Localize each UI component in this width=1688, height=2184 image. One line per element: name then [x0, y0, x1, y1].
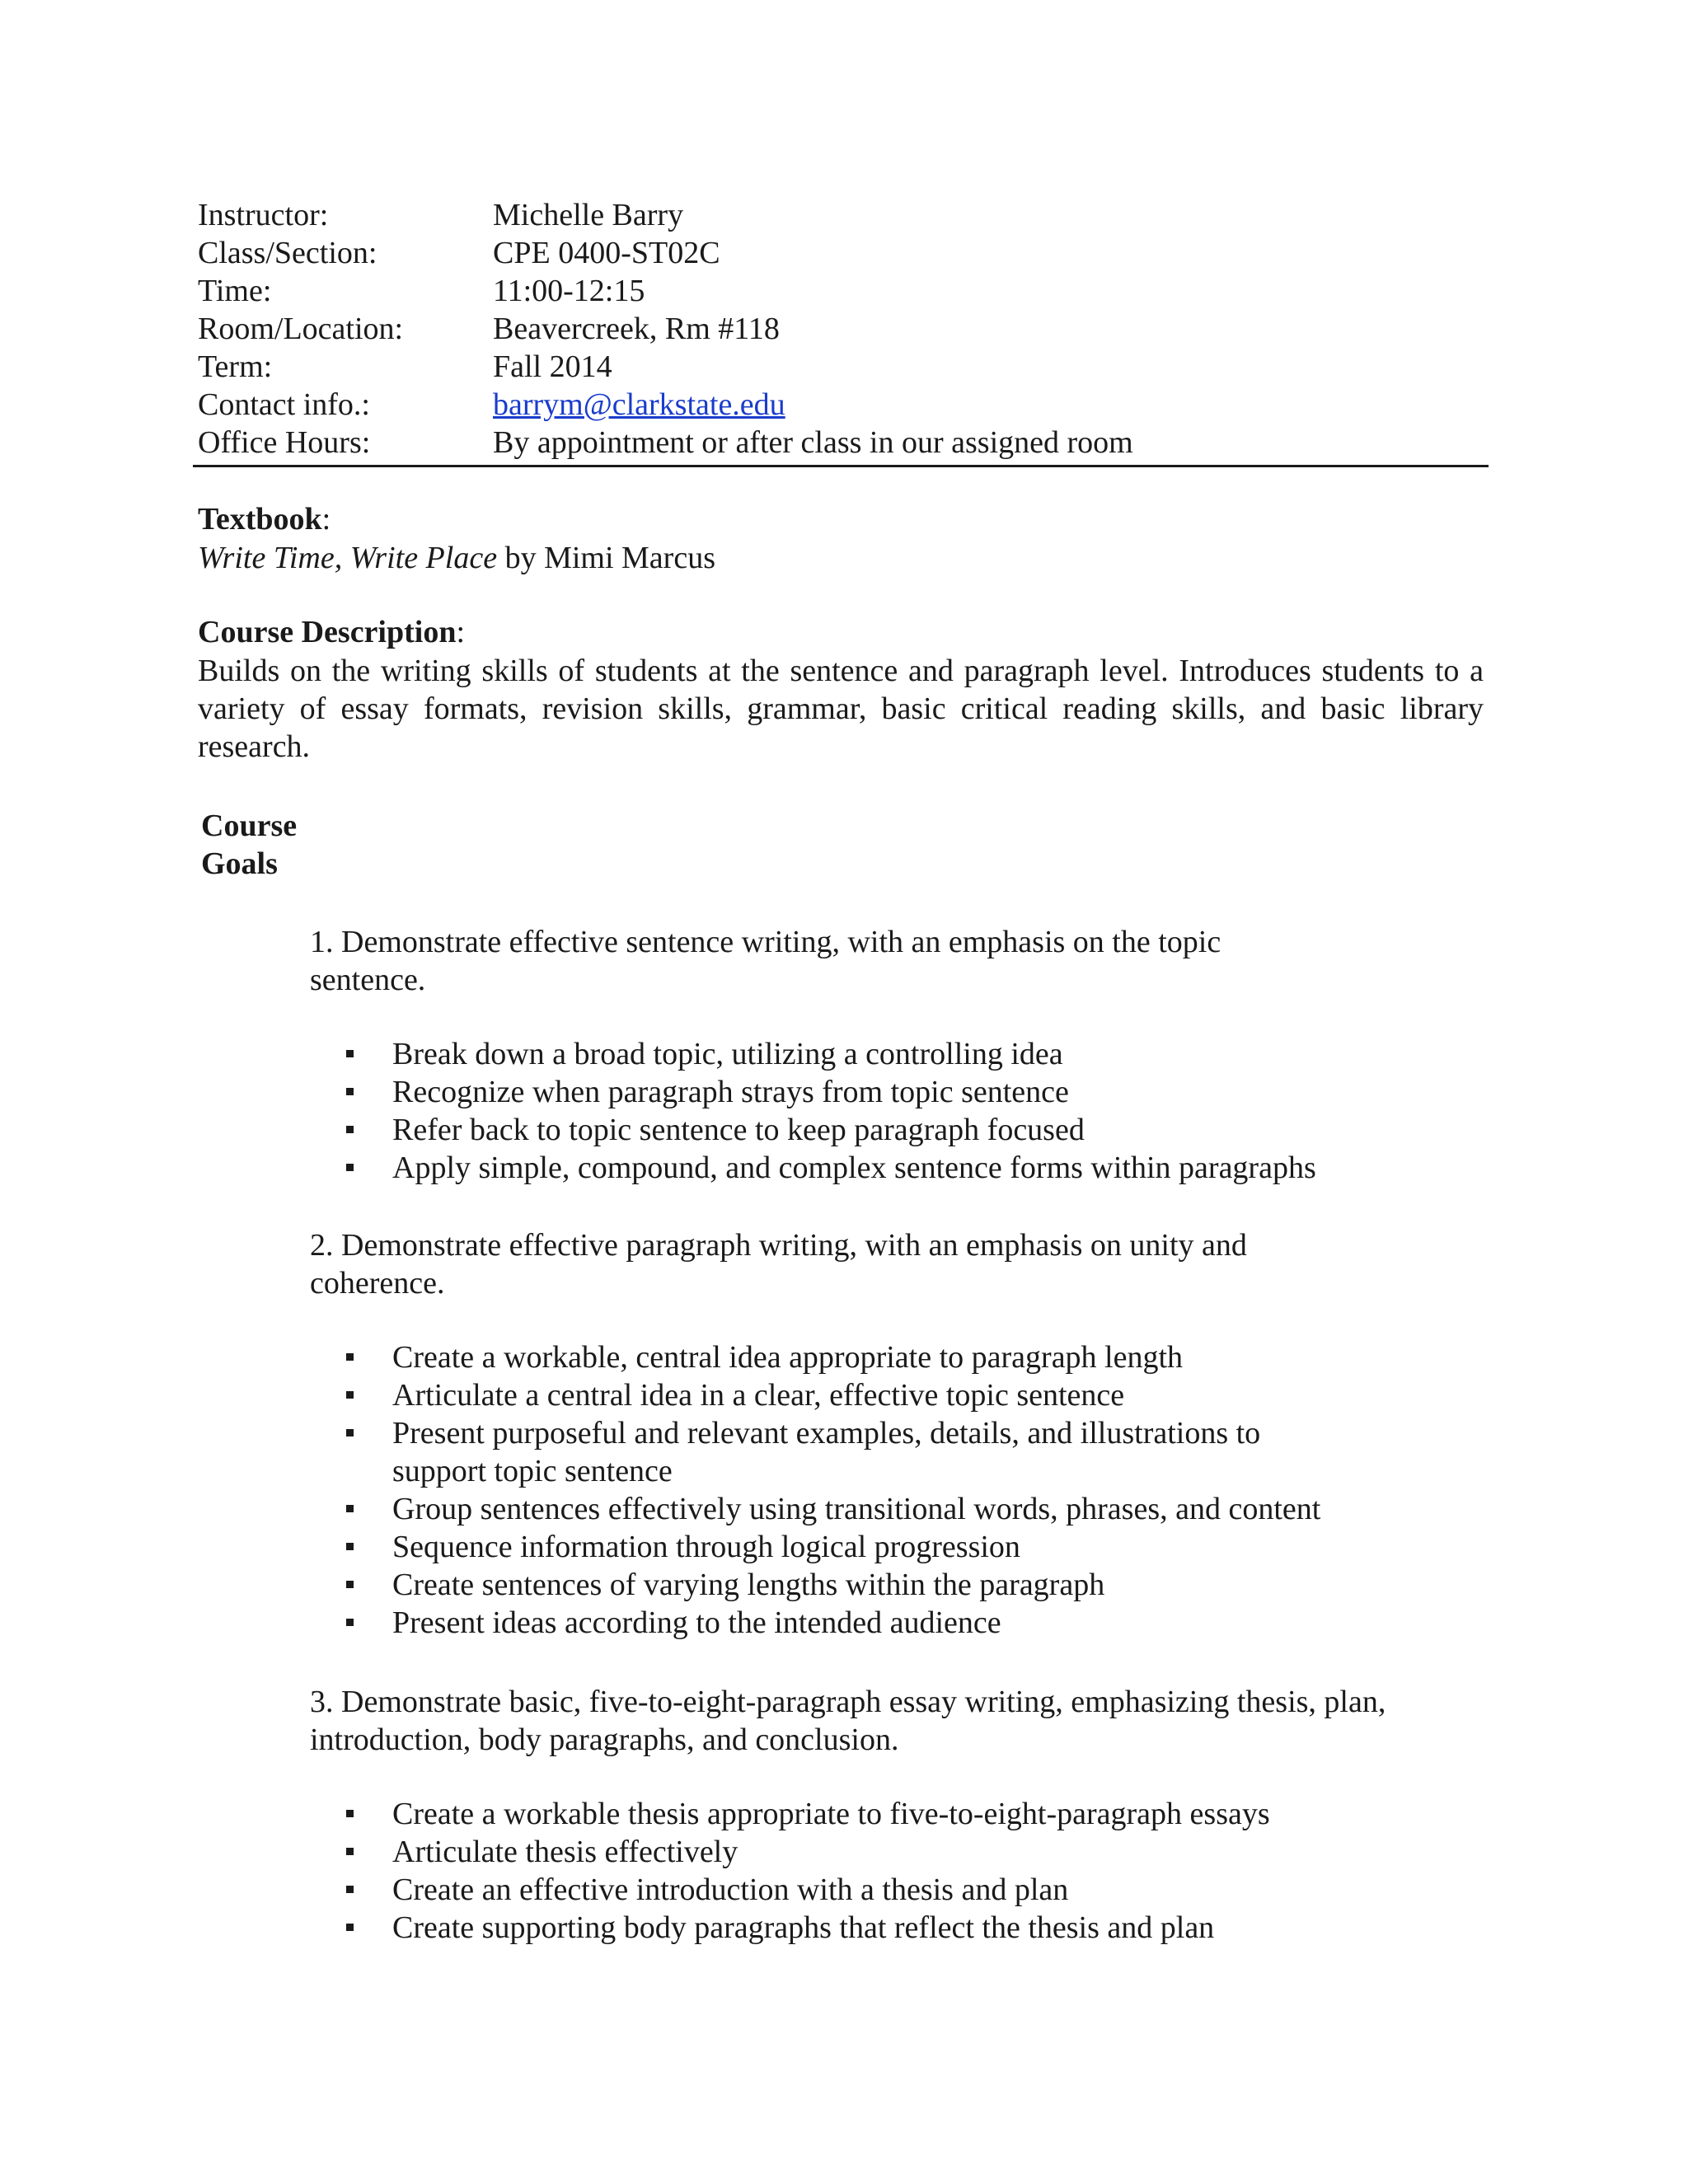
list-item-text: Present ideas according to the intended audience: [392, 1605, 1001, 1640]
textbook-entry: [198, 539, 715, 577]
bullet-icon: [346, 1619, 354, 1626]
list-item: [345, 1528, 1357, 1566]
list-item: [345, 1566, 1357, 1604]
list-item: [345, 1795, 1270, 1833]
bullet-icon: [346, 1429, 354, 1436]
info-row-instructor: [198, 196, 1484, 234]
list-item-text: Refer back to topic sentence to keep paragraph focused: [392, 1113, 1085, 1147]
goal-1-bullets: [345, 1035, 1316, 1187]
info-value: By appointment or after class in our assigned room: [493, 425, 1133, 460]
bullet-icon: [346, 1353, 354, 1361]
course-description-heading-colon: :: [456, 615, 466, 649]
list-item: [345, 1338, 1357, 1376]
list-item: [345, 1833, 1270, 1871]
list-item: [345, 1909, 1270, 1947]
info-value: Michelle Barry: [493, 198, 684, 232]
textbook-heading: [198, 500, 331, 538]
list-item-text: Sequence information through logical progression: [392, 1530, 1020, 1564]
bullet-icon: [346, 1126, 354, 1133]
bullet-icon: [346, 1810, 354, 1817]
info-value: CPE 0400-ST02C: [493, 236, 720, 270]
contact-email-link[interactable]: barrym@clarkstate.edu: [493, 387, 785, 422]
list-item-text: Apply simple, compound, and complex sentence forms within paragraphs: [392, 1151, 1316, 1185]
textbook-heading-text: Textbook: [198, 502, 322, 537]
list-item-text: Articulate a central idea in a clear, effective topic sentence: [392, 1378, 1125, 1413]
info-row-office-hours: [198, 424, 1484, 462]
info-value: Beavercreek, Rm #118: [493, 312, 780, 346]
bullet-icon: [346, 1164, 354, 1171]
header-divider: [193, 465, 1489, 467]
info-row-contact: [198, 386, 1484, 424]
course-goals-heading: [201, 807, 297, 883]
textbook-heading-colon: :: [321, 502, 331, 537]
list-item: [345, 1111, 1316, 1149]
course-description-heading-text: Course Description: [198, 615, 457, 649]
info-row-time: [198, 272, 1484, 310]
info-label: Term:: [198, 349, 273, 384]
list-item-text: Create a workable thesis appropriate to five-to-eight-paragraph essays: [392, 1797, 1270, 1831]
info-label: Time:: [198, 274, 272, 308]
info-label: Office Hours:: [198, 425, 371, 460]
info-value: 11:00-12:15: [493, 274, 645, 308]
list-item-text: Recognize when paragraph strays from topic sentence: [392, 1075, 1069, 1109]
list-item-text: Group sentences effectively using transitional words, phrases, and content: [392, 1492, 1321, 1526]
goal-2-title: 2. Demonstrate effective paragraph writing, with an emphasis on unity and coherence.: [310, 1228, 1247, 1301]
bullet-icon: [346, 1543, 354, 1550]
list-item-text: Articulate thesis effectively: [392, 1835, 738, 1869]
list-item-text: Create sentences of varying lengths within the paragraph: [392, 1568, 1105, 1602]
list-item-text: Break down a broad topic, utilizing a controlling idea: [392, 1037, 1063, 1071]
info-label: Class/Section:: [198, 236, 377, 270]
info-row-room-location: [198, 310, 1484, 348]
list-item-text: Create supporting body paragraphs that reflect the thesis and plan: [392, 1910, 1215, 1945]
list-item: [345, 1490, 1357, 1528]
textbook-title: Write Time, Write Place: [198, 541, 498, 575]
info-value: Fall 2014: [493, 349, 612, 384]
list-item: [345, 1073, 1316, 1111]
goal-3-title: 3. Demonstrate basic, five-to-eight-paragraph essay writing, emphasizing thesis, plan, introduction, body paragraphs, and conclusion.: [310, 1685, 1386, 1757]
list-item-text: Create a workable, central idea appropriate to paragraph length: [392, 1340, 1184, 1375]
list-item-text: Create an effective introduction with a thesis and plan: [392, 1872, 1069, 1907]
course-goals-heading-line2: Goals: [201, 846, 278, 881]
course-info-block: [198, 196, 1484, 462]
info-label: Contact info.:: [198, 387, 370, 422]
bullet-icon: [346, 1924, 354, 1931]
list-item: [345, 1871, 1270, 1909]
info-label: Instructor:: [198, 198, 329, 232]
list-item-text: Present purposeful and relevant examples, details, and illustrations to support topic sentence: [392, 1416, 1261, 1488]
bullet-icon: [346, 1050, 354, 1057]
bullet-icon: [346, 1505, 354, 1512]
list-item: [345, 1414, 1357, 1490]
info-value: [493, 386, 785, 424]
list-item: [345, 1604, 1357, 1642]
info-label: Room/Location:: [198, 312, 404, 346]
list-item: [345, 1149, 1316, 1187]
list-item: [345, 1035, 1316, 1073]
list-item: [345, 1376, 1357, 1414]
course-description-heading: [198, 613, 465, 651]
course-description-text: Builds on the writing skills of students at the sentence and paragraph level. Introduces students to a variety of essay formats, revision skills, grammar, basic critical reading skills, and basic library research.: [198, 654, 1484, 764]
course-goals-heading-line1: Course: [201, 808, 298, 843]
bullet-icon: [346, 1581, 354, 1588]
info-row-class-section: [198, 234, 1484, 272]
bullet-icon: [346, 1886, 354, 1893]
bullet-icon: [346, 1088, 354, 1095]
goal-1-title: 1. Demonstrate effective sentence writing, with an emphasis on the topic sentence.: [310, 925, 1221, 997]
bullet-icon: [346, 1391, 354, 1399]
goal-2-bullets: [345, 1338, 1357, 1642]
info-row-term: [198, 348, 1484, 386]
textbook-byline: by Mimi Marcus: [497, 541, 715, 575]
goal-3-bullets: [345, 1795, 1270, 1947]
bullet-icon: [346, 1848, 354, 1855]
